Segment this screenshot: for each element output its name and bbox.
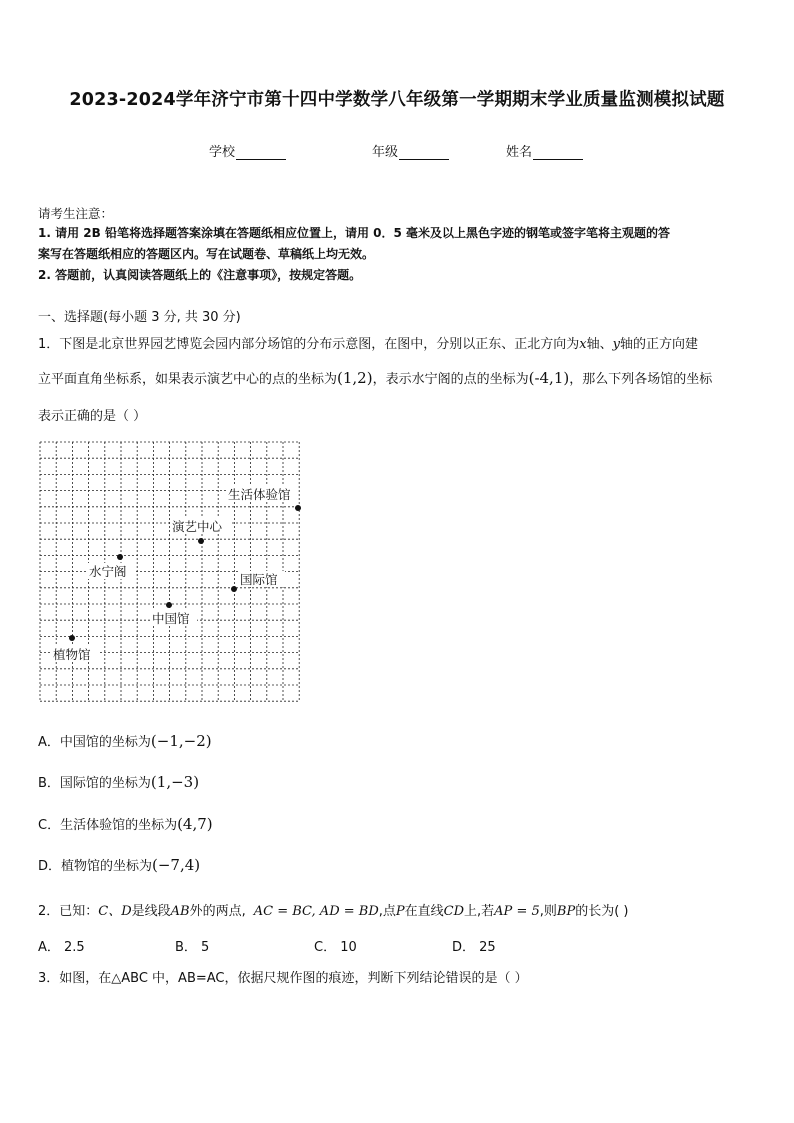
- name-label: 姓名: [506, 145, 533, 160]
- q3-stem: 3．如图，在△ABC 中，AB=AC，依据尺规作图的痕迹，判断下列结论错误的是（ ）: [38, 971, 528, 986]
- point-zhongguo: [166, 602, 172, 608]
- notice-line-1b: 案写在答题纸相应的答题区内。写在试题卷、草稿纸上均无效。: [38, 247, 375, 261]
- q1-option-a[interactable]: [38, 731, 212, 750]
- q2-text-e: 在直线: [404, 904, 444, 919]
- q2-text-b: 是线段: [131, 904, 171, 919]
- venue-map-grid: [38, 440, 302, 704]
- q1-coord-yanyi: (1,2): [337, 369, 373, 387]
- q1-option-a-text: A．中国馆的坐标为: [38, 735, 151, 750]
- q2-text-g: ,则: [539, 904, 557, 919]
- q2-var-cd: C、D: [98, 904, 132, 919]
- school-label: 学校: [209, 145, 236, 160]
- q2-equation-2: AP = 5: [494, 904, 540, 919]
- q2-text-f: 上,若: [464, 904, 495, 919]
- q2-option-a[interactable]: A． 2.5: [38, 940, 85, 955]
- q2-option-d[interactable]: D． 25: [452, 940, 496, 955]
- q1-line-2: [38, 368, 712, 387]
- point-yanyi: [198, 538, 204, 544]
- q2-option-c[interactable]: C． 10: [314, 940, 357, 955]
- label-zhiwu: 植物馆: [53, 647, 91, 662]
- q1-line-1: [38, 333, 698, 352]
- point-shuining: [117, 554, 123, 560]
- q2-text-h: 的长为( ): [575, 904, 629, 919]
- q2-var-bp: BP: [556, 904, 576, 919]
- q1-coord-shuining: (-4,1): [528, 369, 570, 387]
- label-yanyi: 演艺中心: [172, 519, 223, 534]
- q1-text-b: 轴、: [586, 337, 613, 352]
- label-shuining: 水宁阁: [89, 564, 127, 579]
- q2-text-c: 外的两点,: [189, 904, 246, 919]
- name-field: [506, 141, 583, 160]
- name-blank: [533, 147, 583, 160]
- q1-option-d[interactable]: [38, 855, 200, 874]
- q1-text-e: ，表示水宁阁的点的坐标为: [372, 372, 529, 387]
- q1-option-b[interactable]: [38, 772, 199, 791]
- q2-var-ab: AB: [170, 904, 190, 919]
- grade-blank: [399, 147, 449, 160]
- q2-var-p: P: [395, 904, 405, 919]
- q1-option-b-coord: (1,−3): [150, 773, 200, 791]
- q2-text-a: 2．已知：: [38, 904, 99, 919]
- page-title: 2023-2024学年济宁市第十四中学数学八年级第一学期期末学业质量监测模拟试题: [69, 90, 725, 110]
- section-heading: 一、选择题(每小题 3 分, 共 30 分): [38, 310, 241, 325]
- notice-line-1: 1. 请用 2B 铅笔将选择题答案涂填在答题纸相应位置上，请用 0．5 毫米及以上黑色字迹的钢笔或签字笔将主观题的答: [38, 226, 670, 240]
- q1-option-c[interactable]: [38, 814, 213, 833]
- q1-option-a-coord: (−1,−2): [150, 732, 212, 750]
- q2-equation: AC = BC, AD = BD: [253, 904, 379, 919]
- q1-text-f: ，那么下列各场馆的坐标: [569, 372, 713, 387]
- q2-text-d: ,点: [378, 904, 396, 919]
- q1-line-3: 表示正确的是（ ）: [38, 409, 147, 424]
- q1-text-c: 轴的正方向建: [620, 337, 699, 352]
- q1-var-y: y: [612, 337, 620, 352]
- notice-line-2: 2. 答题前，认真阅读答题纸上的《注意事项》，按规定答题。: [38, 268, 362, 282]
- label-guoji: 国际馆: [240, 572, 278, 587]
- q1-text-a: 1．下图是北京世界园艺博览会园内部分场馆的分布示意图，在图中，分别以正东、正北方向为: [38, 337, 580, 352]
- school-blank: [236, 147, 286, 160]
- q2-option-b[interactable]: B． 5: [175, 940, 210, 955]
- grade-field: [372, 141, 449, 160]
- label-zhongguo: 中国馆: [152, 611, 190, 626]
- q1-var-x: x: [579, 337, 587, 352]
- point-zhiwu: [69, 635, 75, 641]
- q1-option-d-text: D．植物馆的坐标为: [38, 859, 153, 874]
- label-shenghuo: 生活体验馆: [228, 487, 291, 502]
- q1-option-d-coord: (−7,4): [152, 856, 201, 874]
- q1-option-b-text: B．国际馆的坐标为: [38, 776, 151, 791]
- point-shenghuo: [295, 505, 301, 511]
- q1-option-c-coord: (4,7): [177, 815, 213, 833]
- grade-label: 年级: [372, 145, 399, 160]
- point-guoji: [231, 586, 237, 592]
- school-field: [209, 141, 286, 160]
- q2-stem: [38, 900, 628, 919]
- notice-heading: 请考生注意：: [38, 206, 114, 221]
- q1-option-c-text: C．生活体验馆的坐标为: [38, 818, 178, 833]
- q1-text-d: 立平面直角坐标系，如果表示演艺中心的点的坐标为: [38, 372, 338, 387]
- q2-var-cd2: CD: [443, 904, 465, 919]
